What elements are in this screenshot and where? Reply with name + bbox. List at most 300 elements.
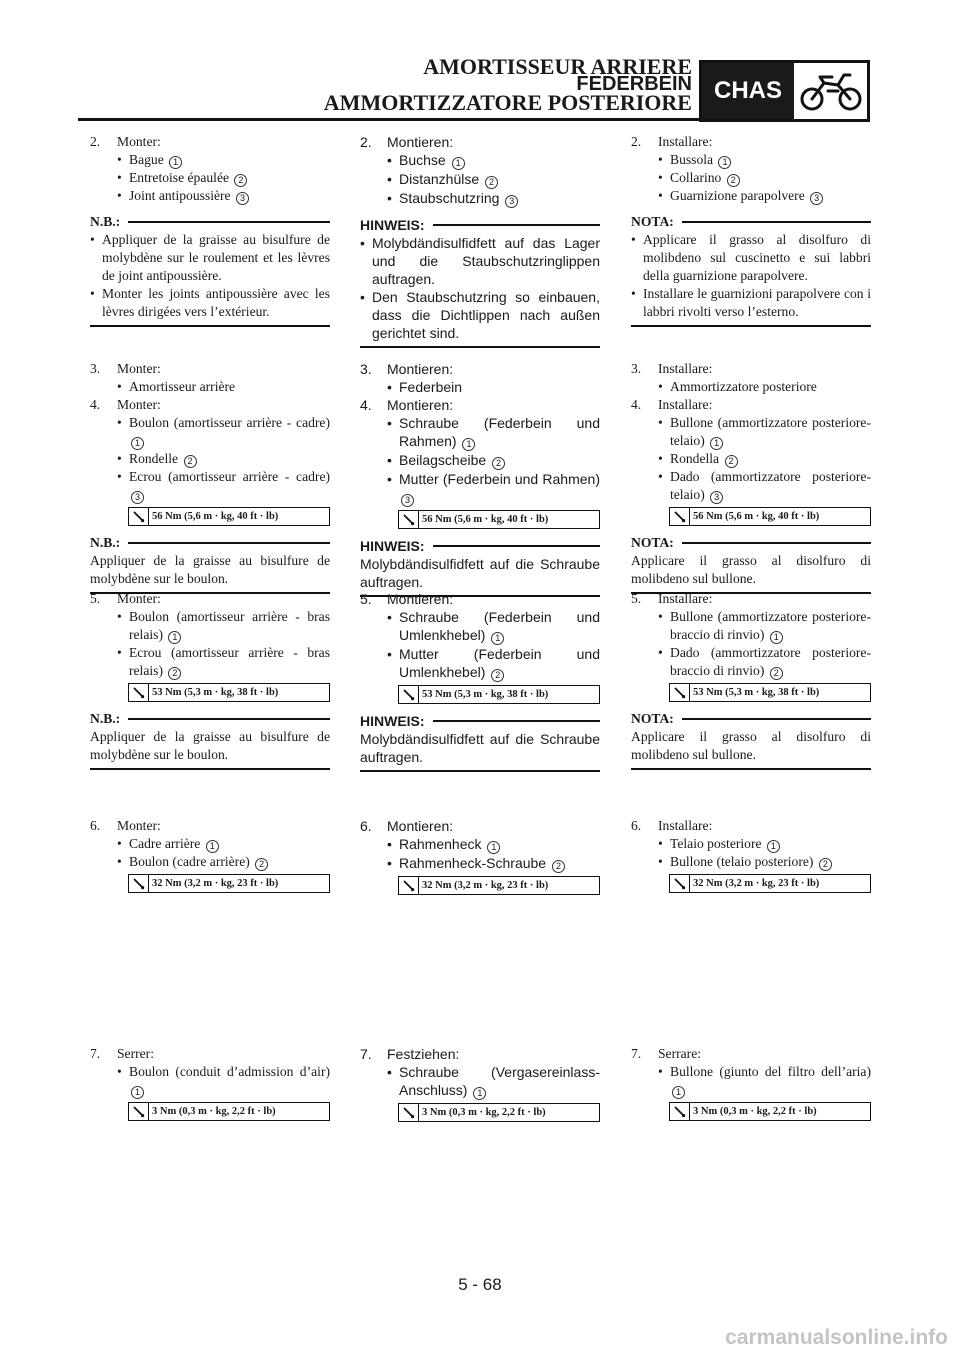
torque-spec — [669, 683, 871, 702]
bullet-icon: • — [117, 645, 122, 660]
footer-watermark: carmanualsonline.info — [725, 1326, 948, 1349]
note-block — [631, 213, 871, 327]
part-name: Boulon (amortisseur arrière - cadre) — [129, 415, 330, 430]
part-text — [670, 414, 871, 450]
callout-number: 2 — [819, 858, 832, 871]
bullet-icon: • — [658, 469, 663, 484]
part-item — [360, 608, 600, 645]
note-heading — [631, 710, 871, 728]
bullet-icon: • — [117, 1064, 122, 1079]
bullet-icon: • — [387, 379, 392, 395]
note-item — [631, 231, 871, 285]
part-item — [360, 470, 600, 507]
step-number: 2. — [631, 134, 642, 149]
note-block — [631, 710, 871, 770]
wrench-icon — [129, 1103, 149, 1120]
callout-number: 3 — [236, 192, 249, 205]
part-item — [90, 608, 330, 644]
part-item — [631, 468, 871, 504]
step-number: 3. — [631, 361, 642, 376]
step-number: 4. — [360, 397, 372, 413]
part-name: Beilagscheibe — [399, 452, 487, 468]
part-name: Bussola — [670, 152, 714, 167]
step-number: 5. — [631, 591, 642, 606]
bullet-icon: • — [387, 471, 392, 487]
part-name: Buchse — [399, 152, 446, 168]
part-item — [360, 1063, 600, 1100]
step-action: Monter: — [117, 818, 161, 833]
note-rule — [433, 545, 600, 547]
bullet-icon: • — [117, 415, 122, 430]
step-action: Installare: — [658, 818, 713, 833]
step-row — [360, 360, 600, 378]
bullet-icon: • — [658, 170, 663, 185]
note-block — [360, 712, 600, 772]
note-rule — [128, 221, 330, 223]
step-row — [90, 133, 330, 151]
note-item — [90, 231, 330, 285]
note-end-rule — [90, 325, 330, 327]
note-end-rule — [360, 770, 600, 772]
step-action: Montieren: — [387, 134, 454, 150]
part-name: Dado (ammortizzatore posteriore-telaio) — [670, 469, 871, 502]
bullet-icon: • — [658, 415, 663, 430]
note-rule — [682, 221, 871, 223]
torque-value: 32 Nm (3,2 m · kg, 23 ft · lb) — [152, 877, 279, 889]
part-text — [129, 608, 330, 644]
note-text: Applicare il grasso al disolfuro di molibdeno sul bullone. — [631, 553, 871, 586]
note-heading — [360, 537, 600, 555]
callout-number: 2 — [727, 174, 740, 187]
note-label: N.B.: — [90, 535, 121, 550]
bullet-icon: • — [117, 469, 122, 484]
wrench-icon — [399, 686, 419, 703]
part-name: Mutter (Federbein und Rahmen) — [399, 471, 600, 487]
part-name: Joint antipoussière — [129, 188, 231, 203]
step-action: Festziehen: — [387, 1046, 460, 1062]
torque-value: 56 Nm (5,6 m · kg, 40 ft · lb) — [152, 510, 279, 522]
part-name: Dado (ammortizzatore posteriore-braccio di rinvio) — [670, 645, 871, 678]
part-name: Schraube (Vergasereinlass-Anschluss) — [399, 1064, 600, 1098]
note-text: Den Staubschutzring so einbauen, dass die Dichtlippen nach außen gerichtet sind. — [372, 289, 600, 341]
step-row — [360, 396, 600, 414]
part-name: Rondella — [670, 451, 720, 466]
part-text — [399, 608, 600, 645]
step-row — [360, 817, 600, 835]
note-block — [90, 213, 330, 327]
part-name: Collarino — [670, 170, 722, 185]
callout-number: 3 — [401, 494, 414, 507]
part-name: Federbein — [399, 379, 463, 395]
note-heading — [90, 213, 330, 231]
bullet-icon: • — [117, 609, 122, 624]
bullet-icon: • — [90, 286, 95, 301]
note-item — [631, 285, 871, 321]
note-text: Molybdändisulfidfett auf die Schraube auftragen. — [360, 556, 600, 590]
part-name: Schraube (Federbein und Rahmen) — [399, 415, 600, 449]
torque-spec — [398, 510, 600, 529]
callout-number: 1 — [767, 840, 780, 853]
callout-number: 2 — [234, 174, 247, 187]
callout-number: 1 — [452, 157, 465, 170]
note-rule — [128, 542, 330, 544]
note-heading — [631, 213, 871, 231]
bullet-icon: • — [387, 646, 392, 662]
bullet-icon: • — [117, 854, 122, 869]
part-text — [399, 854, 600, 873]
note-text: Molybdändisulfidfett auf die Schraube auftragen. — [360, 731, 600, 765]
step-number: 7. — [631, 1046, 642, 1061]
note-text: Applicare il grasso al disolfuro di molibdeno sul bullone. — [631, 729, 871, 762]
instruction-section — [631, 1045, 871, 1121]
step-action: Montieren: — [387, 361, 454, 377]
bullet-icon: • — [117, 451, 122, 466]
part-text — [670, 378, 871, 396]
torque-spec — [128, 874, 330, 893]
bullet-icon: • — [117, 170, 122, 185]
part-text — [129, 450, 330, 468]
part-item — [360, 854, 600, 873]
step-action: Serrer: — [117, 1046, 154, 1061]
part-name: Cadre arrière — [129, 836, 201, 851]
torque-value: 32 Nm (3,2 m · kg, 23 ft · lb) — [422, 879, 549, 891]
torque-spec — [669, 507, 871, 526]
note-block — [90, 534, 330, 594]
part-item — [631, 151, 871, 169]
callout-number: 1 — [131, 437, 144, 450]
note-item — [90, 285, 330, 321]
part-text — [399, 451, 600, 470]
bullet-icon: • — [658, 152, 663, 167]
bullet-icon: • — [631, 286, 636, 301]
note-text: Appliquer de la graisse au bisulfure de molybdène sur le roulement et les lèvres de joint antipoussière. — [102, 232, 330, 283]
bullet-icon: • — [658, 188, 663, 203]
part-item — [90, 187, 330, 205]
note-block — [360, 216, 600, 348]
note-text: Monter les joints antipoussière avec les lèvres dirigées vers l’extérieur. — [102, 286, 330, 319]
callout-number: 3 — [810, 192, 823, 205]
note-label: HINWEIS: — [360, 713, 425, 729]
wrench-icon — [399, 877, 419, 894]
torque-value: 3 Nm (0,3 m · kg, 2,2 ft · lb) — [693, 1105, 817, 1117]
note-heading — [360, 216, 600, 234]
part-text — [670, 644, 871, 680]
callout-number: 2 — [492, 457, 505, 470]
wrench-icon — [670, 684, 690, 701]
part-text — [670, 468, 871, 504]
note-item — [360, 234, 600, 288]
part-text — [399, 645, 600, 682]
callout-number: 1 — [770, 631, 783, 644]
part-name: Boulon (conduit d’admission d’air) — [129, 1064, 330, 1079]
step-action: Monter: — [117, 397, 161, 412]
part-item — [90, 644, 330, 680]
torque-spec — [398, 876, 600, 895]
part-text — [399, 414, 600, 451]
bullet-icon: • — [658, 451, 663, 466]
part-text — [399, 170, 600, 189]
part-item — [90, 835, 330, 853]
part-name: Rondelle — [129, 451, 179, 466]
step-number: 6. — [631, 818, 642, 833]
bullet-icon: • — [387, 836, 392, 852]
callout-number: 2 — [552, 860, 565, 873]
part-text — [670, 853, 871, 871]
step-action: Monter: — [117, 361, 161, 376]
bullet-icon: • — [631, 232, 636, 247]
part-text — [399, 378, 600, 396]
step-number: 5. — [90, 591, 101, 606]
part-name: Mutter (Federbein und Umlenkhebel) — [399, 646, 600, 680]
part-name: Bullone (ammortizzatore posteriore-telaio) — [670, 415, 871, 448]
part-text — [129, 835, 330, 853]
part-item — [360, 835, 600, 854]
callout-number: 1 — [487, 841, 500, 854]
note-label: NOTA: — [631, 535, 674, 550]
note-block — [90, 710, 330, 770]
part-name: Bullone (ammortizzatore posteriore-braccio di rinvio) — [670, 609, 871, 642]
bullet-icon: • — [360, 235, 365, 251]
step-row — [360, 133, 600, 151]
part-item — [90, 853, 330, 871]
note-label: NOTA: — [631, 214, 674, 229]
note-end-rule — [90, 768, 330, 770]
part-item — [360, 170, 600, 189]
step-row — [90, 590, 330, 608]
callout-number: 1 — [718, 156, 731, 169]
bullet-icon: • — [387, 190, 392, 206]
callout-number: 3 — [710, 491, 723, 504]
step-row — [360, 1045, 600, 1063]
step-number: 4. — [90, 397, 101, 412]
note-label: N.B.: — [90, 214, 121, 229]
note-heading — [360, 712, 600, 730]
callout-number: 2 — [770, 667, 783, 680]
part-text — [399, 151, 600, 170]
part-text — [399, 1063, 600, 1100]
step-row — [90, 817, 330, 835]
part-name: Entretoise épaulée — [129, 170, 230, 185]
note-text: Molybdändisulfidfett auf das Lager und die Staubschutzringlippen auftragen. — [372, 235, 600, 287]
part-item — [360, 151, 600, 170]
callout-number: 1 — [473, 1087, 486, 1100]
note-text: Installare le guarnizioni parapolvere con i labbri rivolti verso l’esterno. — [643, 286, 871, 319]
step-row — [90, 360, 330, 378]
part-item — [360, 378, 600, 396]
instruction-section — [90, 1045, 330, 1121]
step-row — [631, 396, 871, 414]
wrench-icon — [399, 1104, 419, 1121]
instruction-section — [90, 360, 330, 594]
wrench-icon — [129, 508, 149, 525]
part-text — [129, 151, 330, 169]
step-action: Installare: — [658, 361, 713, 376]
bullet-icon: • — [387, 171, 392, 187]
part-name: Ammortizzatore posteriore — [670, 379, 817, 394]
callout-number: 3 — [505, 195, 518, 208]
part-text — [670, 450, 871, 468]
step-row — [631, 817, 871, 835]
callout-number: 2 — [168, 667, 181, 680]
note-label: HINWEIS: — [360, 217, 425, 233]
part-name: Boulon (amortisseur arrière - bras relais) — [129, 609, 330, 642]
callout-number: 2 — [485, 176, 498, 189]
callout-number: 1 — [131, 1086, 144, 1099]
part-name: Ecrou (amortisseur arrière - bras relais) — [129, 645, 330, 678]
note-heading — [90, 534, 330, 552]
step-row — [631, 360, 871, 378]
bullet-icon: • — [658, 1064, 663, 1079]
part-name: Staubschutzring — [399, 190, 500, 206]
note-heading — [631, 534, 871, 552]
chapter-label: CHAS — [702, 63, 794, 119]
step-number: 7. — [360, 1046, 372, 1062]
part-name: Bullone (giunto del filtro dell’aria) — [670, 1064, 871, 1079]
callout-number: 3 — [131, 491, 144, 504]
bullet-icon: • — [117, 379, 122, 394]
torque-value: 56 Nm (5,6 m · kg, 40 ft · lb) — [422, 513, 549, 525]
note-item — [360, 288, 600, 342]
note-rule — [128, 718, 330, 720]
callout-number: 1 — [462, 438, 475, 451]
callout-number: 2 — [184, 455, 197, 468]
bullet-icon: • — [387, 609, 392, 625]
callout-number: 1 — [168, 631, 181, 644]
bullet-icon: • — [387, 855, 392, 871]
callout-number: 1 — [710, 437, 723, 450]
part-name: Distanzhülse — [399, 171, 480, 187]
step-row — [631, 1045, 871, 1063]
part-item — [631, 835, 871, 853]
instruction-section — [360, 133, 600, 348]
note-text: Appliquer de la graisse au bisulfure de molybdène sur le boulon. — [90, 729, 330, 762]
note-text: Appliquer de la graisse au bisulfure de molybdène sur le boulon. — [90, 553, 330, 586]
part-text — [399, 835, 600, 854]
part-name: Amortisseur arrière — [129, 379, 236, 394]
note-label: HINWEIS: — [360, 538, 425, 554]
wrench-icon — [129, 875, 149, 892]
part-item — [631, 187, 871, 205]
note-block — [631, 534, 871, 594]
part-item — [360, 645, 600, 682]
note-heading — [90, 710, 330, 728]
bullet-icon: • — [658, 836, 663, 851]
step-number: 3. — [90, 361, 101, 376]
step-row — [360, 590, 600, 608]
part-item — [631, 608, 871, 644]
instruction-section — [360, 817, 600, 895]
header-rule — [78, 118, 774, 121]
part-text — [670, 151, 871, 169]
callout-number: 1 — [491, 632, 504, 645]
part-item — [631, 414, 871, 450]
part-item — [631, 853, 871, 871]
torque-value: 53 Nm (5,3 m · kg, 38 ft · lb) — [152, 686, 279, 698]
part-name: Bullone (telaio posteriore) — [670, 854, 814, 869]
page-header — [0, 0, 960, 130]
part-text — [129, 169, 330, 187]
title-french: AMORTISSEUR ARRIERE — [423, 54, 692, 79]
part-item — [360, 451, 600, 470]
instruction-section — [360, 1045, 600, 1122]
torque-spec — [669, 874, 871, 893]
step-number: 7. — [90, 1046, 101, 1061]
step-row — [90, 396, 330, 414]
torque-spec — [128, 507, 330, 526]
instruction-section — [631, 590, 871, 770]
part-item — [631, 1063, 871, 1099]
note-label: N.B.: — [90, 711, 121, 726]
bullet-icon: • — [658, 379, 663, 394]
part-text — [670, 187, 871, 205]
step-number: 6. — [360, 818, 372, 834]
note-rule — [682, 542, 871, 544]
instruction-section — [631, 360, 871, 594]
part-text — [670, 169, 871, 187]
part-name: Ecrou (amortisseur arrière - cadre) — [129, 469, 330, 484]
part-name: Boulon (cadre arrière) — [129, 854, 250, 869]
step-number: 2. — [360, 134, 372, 150]
part-name: Telaio posteriore — [670, 836, 762, 851]
step-number: 4. — [631, 397, 642, 412]
part-text — [670, 1063, 871, 1099]
step-row — [631, 590, 871, 608]
instruction-section — [90, 133, 330, 327]
note-rule — [433, 720, 600, 722]
torque-spec — [398, 1103, 600, 1122]
part-text — [129, 187, 330, 205]
note-rule — [682, 718, 871, 720]
wrench-icon — [670, 508, 690, 525]
step-action: Montieren: — [387, 818, 454, 834]
part-text — [670, 608, 871, 644]
note-rule — [433, 224, 600, 226]
step-number: 5. — [360, 591, 372, 607]
instruction-section — [631, 133, 871, 327]
torque-spec — [669, 1102, 871, 1121]
part-item — [90, 414, 330, 450]
bullet-icon: • — [90, 232, 95, 247]
part-item — [90, 151, 330, 169]
step-action: Montieren: — [387, 397, 454, 413]
torque-value: 53 Nm (5,3 m · kg, 38 ft · lb) — [422, 688, 549, 700]
wrench-icon — [670, 1103, 690, 1120]
instruction-section — [90, 590, 330, 770]
part-name: Schraube (Federbein und Umlenkhebel) — [399, 609, 600, 643]
step-number: 2. — [90, 134, 101, 149]
part-text — [129, 414, 330, 450]
part-text — [399, 189, 600, 208]
part-name: Rahmenheck-Schraube — [399, 855, 547, 871]
step-row — [631, 133, 871, 151]
torque-value: 56 Nm (5,6 m · kg, 40 ft · lb) — [693, 510, 820, 522]
part-item — [90, 1063, 330, 1099]
step-number: 6. — [90, 818, 101, 833]
note-text: Applicare il grasso al disolfuro di molibdeno sul cuscinetto e sui labbri della guarnizione parapolvere. — [643, 232, 871, 283]
torque-value: 32 Nm (3,2 m · kg, 23 ft · lb) — [693, 877, 820, 889]
step-row — [90, 1045, 330, 1063]
wrench-icon — [129, 684, 149, 701]
torque-value: 3 Nm (0,3 m · kg, 2,2 ft · lb) — [422, 1106, 546, 1118]
part-text — [129, 644, 330, 680]
bullet-icon: • — [117, 188, 122, 203]
part-name: Rahmenheck — [399, 836, 482, 852]
note-end-rule — [631, 768, 871, 770]
bullet-icon: • — [658, 854, 663, 869]
bullet-icon: • — [387, 152, 392, 168]
bullet-icon: • — [387, 415, 392, 431]
page-number: 5 - 68 — [458, 1275, 502, 1294]
